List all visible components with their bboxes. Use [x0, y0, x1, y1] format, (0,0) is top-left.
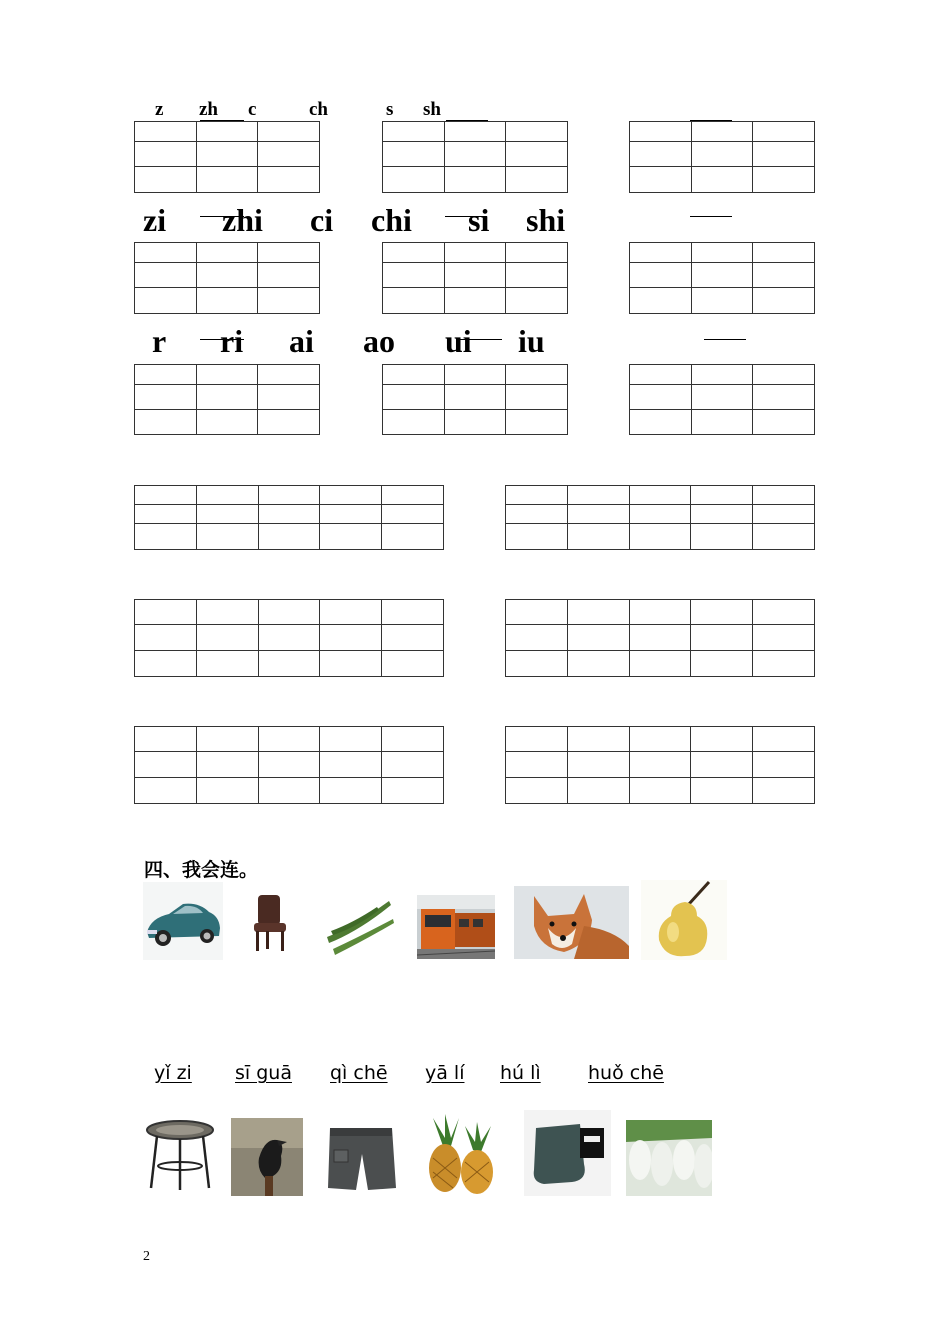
label-shi: shi: [526, 202, 566, 238]
writing-grid: [629, 242, 815, 314]
label-ai: ai: [289, 323, 314, 359]
writing-grid: [134, 599, 444, 677]
writing-grid: [382, 364, 568, 435]
pinyin-yali: yā lí: [425, 1062, 465, 1084]
table-image: [143, 1118, 217, 1192]
label-ao: ao: [363, 323, 395, 359]
writing-grid: [629, 364, 815, 435]
label-ch: ch: [309, 99, 328, 120]
pineapple-image: [423, 1112, 501, 1196]
writing-grid: [134, 726, 444, 804]
label-sh: sh: [423, 99, 441, 120]
writing-grid: [134, 242, 320, 314]
writing-grid: [505, 599, 815, 677]
section-title: 四、我会连。: [144, 859, 259, 881]
writing-grid: [382, 242, 568, 314]
fox-image: [514, 886, 629, 959]
chair-image: [246, 893, 294, 953]
label-ui: ui: [445, 323, 472, 359]
label-chi: chi: [371, 202, 412, 238]
label-s: s: [386, 99, 394, 120]
pear-image: [641, 880, 727, 960]
label-zh: zh: [199, 99, 218, 120]
page-number: 2: [143, 1249, 150, 1264]
label-si: si: [468, 202, 490, 238]
train-image: [417, 895, 495, 959]
socks-image: [524, 1110, 611, 1196]
crow-image: [231, 1118, 303, 1196]
pinyin-huli: hú lì: [500, 1062, 541, 1084]
pinyin-qiche: qì chē: [330, 1062, 388, 1084]
loofah-image: [323, 897, 395, 957]
writing-grid: [505, 726, 815, 804]
answer-line: [704, 339, 746, 340]
writing-grid: [505, 485, 815, 550]
writing-grid: [134, 364, 320, 435]
writing-grid: [134, 485, 444, 550]
label-ri: ri: [220, 323, 244, 359]
pinyin-sigua: sī guā: [235, 1062, 292, 1084]
writing-grid: [382, 121, 568, 193]
label-c: c: [248, 99, 257, 120]
label-zi: zi: [143, 202, 167, 238]
writing-grid: [629, 121, 815, 193]
radish-image: [626, 1120, 712, 1196]
shorts-image: [322, 1124, 402, 1196]
pinyin-huoche: huǒ chē: [588, 1062, 664, 1084]
answer-line: [690, 216, 732, 217]
label-iu: iu: [518, 323, 545, 359]
pinyin-yizi: yǐ zi: [154, 1062, 192, 1084]
label-zhi: zhi: [222, 202, 263, 238]
label-ci: ci: [310, 202, 334, 238]
car-image: [143, 882, 223, 960]
label-z: z: [155, 99, 164, 120]
label-r: r: [152, 323, 167, 359]
writing-grid: [134, 121, 320, 193]
answer-line: [460, 339, 502, 340]
